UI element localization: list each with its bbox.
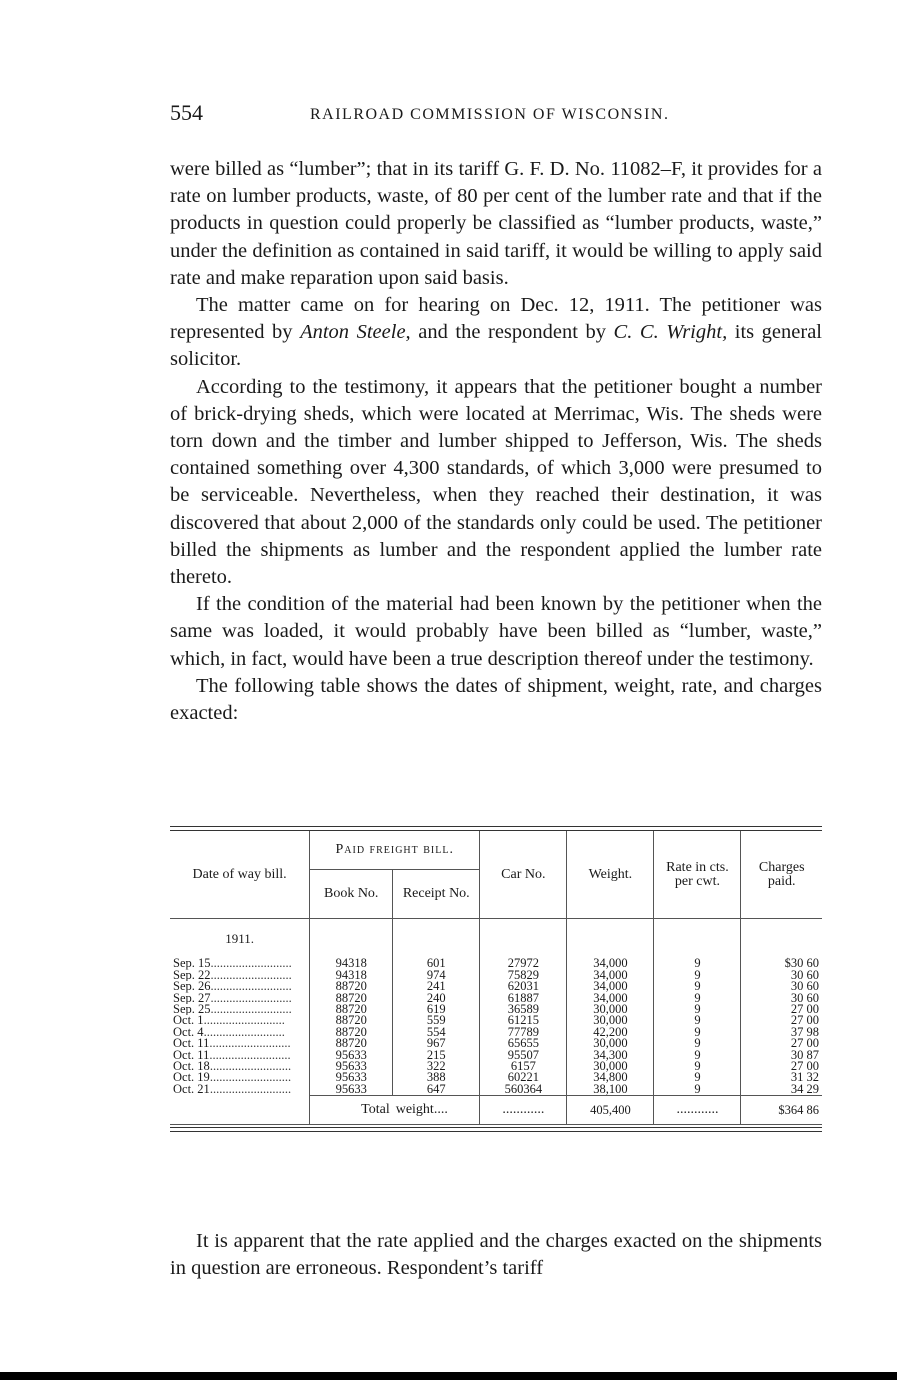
table-row <box>170 1050 822 1061</box>
cell-date <box>170 958 310 969</box>
petitioner-counsel: Anton Steele, <box>300 321 411 344</box>
cell-date <box>170 1072 310 1083</box>
header-rate: Rate in cts. per cwt. <box>654 831 741 919</box>
table-row <box>170 1027 822 1038</box>
leader-dots: .......................... <box>209 1061 292 1073</box>
cell-charges: 30 60 <box>741 981 822 992</box>
cell-rate: 9 <box>654 1084 741 1096</box>
cell-receipt: 967 <box>393 1038 480 1049</box>
cell-receipt: 554 <box>393 1027 480 1038</box>
cell-car: 75829 <box>480 970 567 981</box>
date-text: Sep. 15 <box>173 958 211 970</box>
year-row <box>170 919 822 959</box>
total-car-dots: ............ <box>480 1096 567 1125</box>
cell-rate: 9 <box>654 1038 741 1049</box>
cell-receipt: 974 <box>393 970 480 981</box>
cell-date <box>170 1050 310 1061</box>
cell-car: 6157 <box>480 1061 567 1072</box>
cell-car: 62031 <box>480 981 567 992</box>
cell-date <box>170 1027 310 1038</box>
cell-car: 95507 <box>480 1050 567 1061</box>
cell-weight: 34,800 <box>567 1072 654 1083</box>
paragraph-closing: It is apparent that the rate applied and the charges exacted on the shipments in question are erroneous. Respondent’s tariff <box>170 1230 822 1280</box>
cell-charges: 30 60 <box>741 993 822 1004</box>
date-text: Oct. 18 <box>173 1061 210 1073</box>
table-bottom-rule <box>170 1127 822 1132</box>
date-text: Oct. 4 <box>173 1026 204 1039</box>
header-paid-freight-bill: Paid freight bill. <box>310 831 480 870</box>
running-title: RAILROAD COMMISSION OF WISCONSIN. <box>310 106 670 123</box>
table-row <box>170 993 822 1004</box>
paragraph-continuation: were billed as “lumber”; that in its tariff G. F. D. No. 11082–F, it provides for a rate on lumber products, waste, of 80 per cent of the lumber rate and that if the products in question could properly be classified as “lumber products, waste,” under the definition as contained in said tariff, it would be willing to apply said rate and make reparation upon said basis. <box>170 158 822 289</box>
leader-dots: .......................... <box>203 1026 285 1039</box>
cell-charges: 30 87 <box>741 1050 822 1061</box>
cell-receipt: 322 <box>393 1061 480 1072</box>
cell-rate: 9 <box>654 1050 741 1061</box>
year-label: 1911. <box>225 931 254 946</box>
cell-charges: $30 60 <box>741 958 822 969</box>
cell-car: 61887 <box>480 993 567 1004</box>
total-weight: 405,400 <box>567 1096 654 1125</box>
header-charges: Charges paid. <box>741 831 822 919</box>
cell-date <box>170 1084 310 1096</box>
cell-charges: 30 60 <box>741 970 822 981</box>
cell-book: 95633 <box>310 1084 393 1096</box>
total-label-weight: weight.... <box>393 1096 480 1125</box>
date-text: Oct. 1 <box>173 1015 204 1027</box>
paragraph-hearing <box>170 292 822 374</box>
leader-dots: .......................... <box>210 958 292 970</box>
cell-receipt: 559 <box>393 1015 480 1026</box>
leader-dots: .......................... <box>210 981 292 993</box>
table-row <box>170 1015 822 1026</box>
leader-dots: .......................... <box>203 1015 285 1027</box>
shipment-table-block <box>170 826 822 1132</box>
page-number: 554 <box>170 100 203 125</box>
total-charges: $364 86 <box>741 1096 822 1125</box>
cell-rate: 9 <box>654 981 741 992</box>
table-row <box>170 981 822 992</box>
table-row <box>170 1084 822 1096</box>
cell-receipt: 215 <box>393 1050 480 1061</box>
cell-rate: 9 <box>654 970 741 981</box>
cell-weight: 30,000 <box>567 1004 654 1015</box>
cell-weight: 38,100 <box>567 1084 654 1096</box>
cell-charges: 31 32 <box>741 1072 822 1083</box>
header-date: Date of way bill. <box>170 831 310 919</box>
cell-book: 88720 <box>310 993 393 1004</box>
header-car-no: Car No. <box>480 831 567 919</box>
date-text: Sep. 22 <box>173 969 211 982</box>
cell-car: 60221 <box>480 1072 567 1083</box>
cell-receipt: 240 <box>393 993 480 1004</box>
date-text: Oct. 11 <box>173 1038 210 1050</box>
cell-date <box>170 1015 310 1026</box>
cell-book: 88720 <box>310 1004 393 1015</box>
leader-dots: .......................... <box>210 992 292 1005</box>
table-body <box>170 919 822 1096</box>
table-row <box>170 1038 822 1049</box>
cell-date <box>170 970 310 981</box>
cell-charges: 27 00 <box>741 1038 822 1049</box>
leader-dots: .......................... <box>209 1072 292 1084</box>
cell-weight: 34,000 <box>567 970 654 981</box>
leader-dots: .......................... <box>209 1049 291 1062</box>
leader-dots: .......................... <box>210 969 292 982</box>
cell-date <box>170 981 310 992</box>
total-label: Total <box>310 1096 393 1125</box>
cell-date <box>170 993 310 1004</box>
date-text: Oct. 21 <box>173 1083 210 1096</box>
cell-receipt: 241 <box>393 981 480 992</box>
cell-rate: 9 <box>654 1015 741 1026</box>
body-text <box>170 156 822 727</box>
cell-weight: 42,200 <box>567 1027 654 1038</box>
cell-weight: 34,300 <box>567 1050 654 1061</box>
header-receipt-no: Receipt No. <box>393 870 480 919</box>
cell-weight: 30,000 <box>567 1038 654 1049</box>
cell-rate: 9 <box>654 1004 741 1015</box>
cell-date <box>170 1061 310 1072</box>
shipment-table <box>170 831 822 1125</box>
cell-car: 61215 <box>480 1015 567 1026</box>
header-book-no: Book No. <box>310 870 393 919</box>
total-rate-dots: ............ <box>654 1096 741 1125</box>
cell-book: 95633 <box>310 1061 393 1072</box>
table-row <box>170 970 822 981</box>
cell-rate: 9 <box>654 1061 741 1072</box>
cell-receipt: 388 <box>393 1072 480 1083</box>
cell-book: 88720 <box>310 1015 393 1026</box>
cell-rate: 9 <box>654 993 741 1004</box>
total-row <box>170 1096 822 1125</box>
leader-dots: .......................... <box>209 1038 291 1050</box>
cell-weight: 34,000 <box>567 958 654 969</box>
cell-book: 95633 <box>310 1050 393 1061</box>
cell-weight: 30,000 <box>567 1015 654 1026</box>
page-bottom-border <box>0 1372 897 1380</box>
hearing-text-middle: and the respondent by <box>410 321 614 344</box>
cell-car: 77789 <box>480 1027 567 1038</box>
paragraph-table-intro: The following table shows the dates of shipment, weight, rate, and charges exacted: <box>170 674 822 725</box>
cell-charges: 27 00 <box>741 1015 822 1026</box>
paragraph-condition: If the condition of the material had been known by the petitioner when the same was loaded, it would probably have been billed as “lumber, waste,” which, in fact, would have been a true description thereof under the testimony. <box>170 593 822 670</box>
cell-date <box>170 1038 310 1049</box>
date-text: Sep. 25 <box>173 1004 211 1016</box>
hearing-text-before: The matter came on for hearing on Dec. 12, 1911. The petitioner was represented by <box>170 294 822 344</box>
cell-book: 88720 <box>310 1027 393 1038</box>
page-header <box>170 100 822 130</box>
bottom-text <box>170 1228 822 1282</box>
cell-book: 88720 <box>310 981 393 992</box>
cell-rate: 9 <box>654 1027 741 1038</box>
cell-book: 95633 <box>310 1072 393 1083</box>
cell-book: 94318 <box>310 958 393 969</box>
cell-weight: 34,000 <box>567 993 654 1004</box>
date-text: Oct. 19 <box>173 1072 210 1084</box>
respondent-counsel: C. C. Wright, <box>613 321 728 344</box>
cell-book: 88720 <box>310 1038 393 1049</box>
cell-charges: 27 00 <box>741 1061 822 1072</box>
cell-car: 560364 <box>480 1084 567 1096</box>
cell-weight: 30,000 <box>567 1061 654 1072</box>
cell-date <box>170 1004 310 1015</box>
cell-receipt: 647 <box>393 1084 480 1096</box>
date-text: Sep. 26 <box>173 981 211 993</box>
cell-receipt: 619 <box>393 1004 480 1015</box>
hearing-text-after: its general solicitor. <box>170 321 822 371</box>
cell-charges: 37 98 <box>741 1027 822 1038</box>
cell-car: 36589 <box>480 1004 567 1015</box>
cell-charges: 27 00 <box>741 1004 822 1015</box>
cell-rate: 9 <box>654 1072 741 1083</box>
table-row <box>170 1061 822 1072</box>
header-weight: Weight. <box>567 831 654 919</box>
leader-dots: .......................... <box>209 1083 292 1096</box>
leader-dots: .......................... <box>210 1004 292 1016</box>
cell-car: 27972 <box>480 958 567 969</box>
paragraph-testimony: According to the testimony, it appears that the petitioner bought a number of brick-drying sheds, which were located at Merrimac, Wis. The sheds were torn down and the timber and lumber shipped to Jefferson, Wis. The sheds contained something over 4,300 standards, of which 3,000 were presumed to be serviceable. Nevertheless, when they reached their destination, it was discovered that about 2,000 of the standards only could be used. The petitioner billed the shipments as lumber and the respondent applied the lumber rate thereto. <box>170 375 822 589</box>
cell-charges: 34 29 <box>741 1084 822 1096</box>
table-row <box>170 1004 822 1015</box>
cell-car: 65655 <box>480 1038 567 1049</box>
cell-receipt: 601 <box>393 958 480 969</box>
cell-book: 94318 <box>310 970 393 981</box>
table-row <box>170 958 822 969</box>
table-row <box>170 1072 822 1083</box>
date-text: Sep. 27 <box>173 992 211 1005</box>
date-text: Oct. 11 <box>173 1049 210 1062</box>
cell-weight: 34,000 <box>567 981 654 992</box>
cell-rate: 9 <box>654 958 741 969</box>
